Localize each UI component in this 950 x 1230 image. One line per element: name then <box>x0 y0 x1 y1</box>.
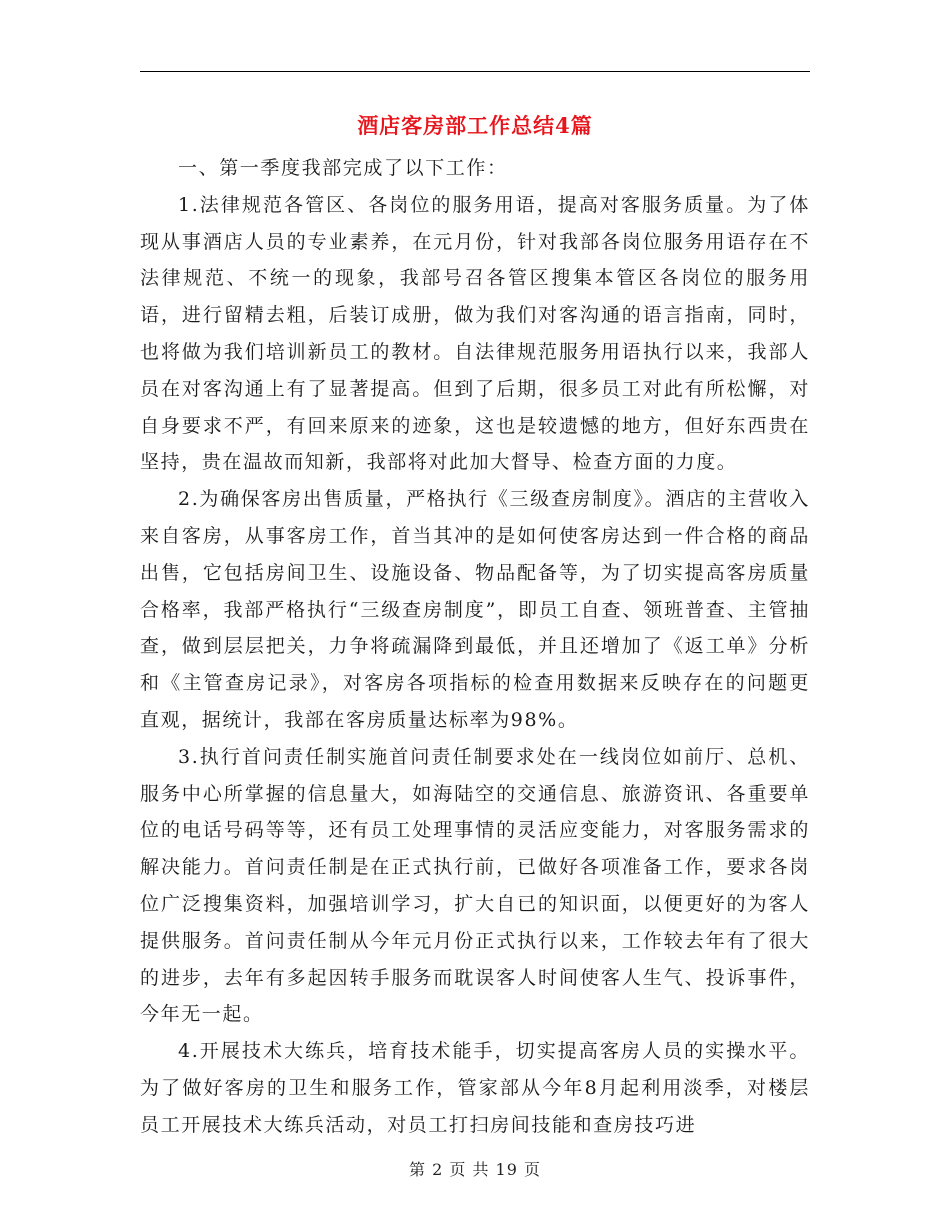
footer-page-number: 2 <box>432 1160 444 1179</box>
document-title: 酒店客房部工作总结4篇 <box>357 113 593 138</box>
footer-total-pages: 19 <box>495 1160 518 1179</box>
section-heading: 一、第一季度我部完成了以下工作： <box>178 157 508 179</box>
footer-middle: 页 共 <box>449 1160 490 1179</box>
paragraph-item-1: 1.法律规范各管区、各岗位的服务用语，提高对客服务质量。为了体现从事酒店人员的专业素养，在元月份，针对我部各岗位服务用语存在不法律规范、不统一的现象，我部号召各管区搜集本管区各岗位的服务用语，进行留精去粗，后装订成册，做为我们对客沟通的语言指南，同时，也将做为我们培训新员工的教材。自法律规范服务用语执行以来，我部人员在对客沟通上有了显著提高。但到了后期，很多员工对此有所松懈，对自身要求不严，有回来原来的迹象，这也是较遗憾的地方，但好东西贵在坚持，贵在温故而知新，我部将对此加大督导、检查方面的力度。 <box>140 193 810 474</box>
document-body <box>140 150 810 1144</box>
paragraph-item-2: 2.为确保客房出售质量，严格执行《三级查房制度》。酒店的主营收入来自客房，从事客房工作，首当其冲的是如何使客房达到一件合格的商品出售，它包括房间卫生、设施设备、物品配备等，为了切实提高客房质量合格率，我部严格执行“三级查房制度”，即员工自查、领班普查、主管抽查，做到层层把关，力争将疏漏降到最低，并且还增加了《返工单》分析和《主管查房记录》，对客房各项指标的检查用数据来反映存在的问题更直观，据统计，我部在客房质量达标率为98%。 <box>140 488 810 731</box>
footer-prefix: 第 <box>408 1160 426 1179</box>
footer-suffix: 页 <box>524 1160 542 1179</box>
paragraph-item-4: 4.开展技术大练兵，培育技术能手，切实提高客房人员的实操水平。为了做好客房的卫生和服务工作，管家部从今年8月起利用淡季，对楼层员工开展技术大练兵活动，对员工打扫房间技能和查房技巧进 <box>140 1040 810 1136</box>
header-rule <box>140 71 810 72</box>
paragraph-item-3: 3.执行首问责任制实施首问责任制要求处在一线岗位如前厅、总机、服务中心所掌握的信息量大，如海陆空的交通信息、旅游资讯、各重要单位的电话号码等等，还有员工处理事情的灵活应变能力，对客服务需求的解决能力。首问责任制是在正式执行前，已做好各项准备工作，要求各岗位广泛搜集资料，加强培训学习，扩大自已的知识面，以便更好的为客人提供服务。首问责任制从今年元月份正式执行以来，工作较去年有了很大的进步，去年有多起因转手服务而耽误客人时间使客人生气、投诉事件，今年无一起。 <box>140 745 810 1026</box>
page-footer <box>140 1157 810 1180</box>
